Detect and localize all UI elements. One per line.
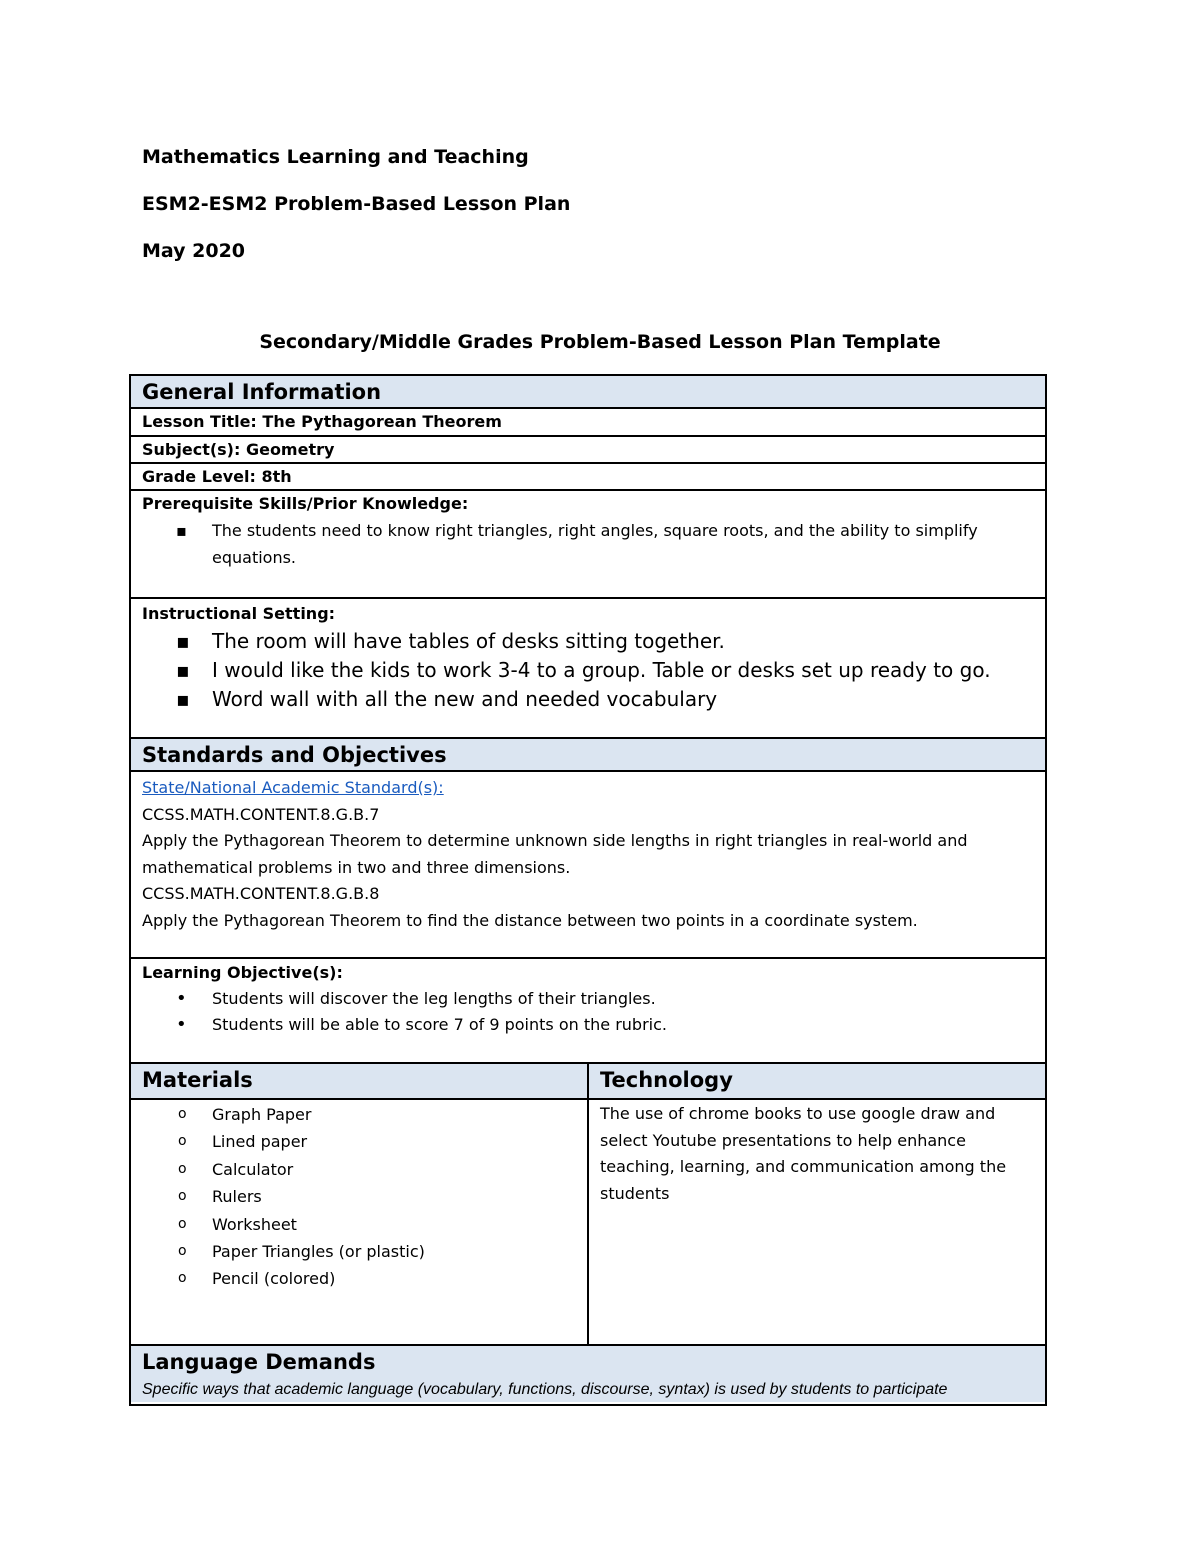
section-materials: Materials [131, 1064, 589, 1098]
list-item: o Paper Triangles (or plastic) [142, 1238, 576, 1265]
lesson-plan-label: ESM2-ESM2 Problem-Based Lesson Plan [142, 193, 571, 215]
section-technology: Technology [589, 1064, 1045, 1098]
prerequisite-skills-block [131, 491, 1045, 599]
standard-code-2: CCSS.MATH.CONTENT.8.G.B.8 [142, 884, 380, 903]
standards-block [131, 772, 1045, 959]
list-item: o Graph Paper [142, 1101, 576, 1128]
language-demands-text: Specific ways that academic language (vocabulary, functions, discourse, syntax) is used by students to participate [131, 1379, 1045, 1402]
section-general-information: General Information [131, 376, 1045, 409]
grade-level-field [131, 464, 1045, 491]
section-language-demands: Language Demands [131, 1346, 1045, 1379]
standard-text-2: Apply the Pythagorean Theorem to find the distance between two points in a coordinate system. [142, 910, 918, 930]
materials-technology-content [131, 1100, 1045, 1346]
learning-objectives-list [142, 986, 1034, 1038]
standard-code-1: CCSS.MATH.CONTENT.8.G.B.7 [142, 804, 380, 824]
list-item: ▪ The room will have tables of desks sitting together. [142, 627, 1034, 656]
materials-list [142, 1101, 576, 1293]
learning-objectives-block [131, 959, 1045, 1064]
lesson-plan-table [129, 374, 1047, 1406]
course-title: Mathematics Learning and Teaching [142, 146, 529, 168]
list-item: ▪ Word wall with all the new and needed vocabulary [142, 685, 1034, 714]
list-item: o Lined paper [142, 1128, 576, 1155]
standard-text-1: Apply the Pythagorean Theorem to determine unknown side lengths in right triangles in real-world and mathematical problems in two and three dimensions. [142, 831, 968, 877]
subjects-field [131, 437, 1045, 464]
instructional-setting-block [131, 599, 1045, 739]
language-demands-block [131, 1346, 1045, 1404]
list-item: • Students will discover the leg lengths of their triangles. [142, 986, 1034, 1012]
materials-technology-headings [131, 1064, 1045, 1100]
list-item: o Worksheet [142, 1211, 576, 1238]
list-item: o Pencil (colored) [142, 1265, 576, 1292]
lesson-title-text: Lesson Title: The Pythagorean Theorem [142, 412, 502, 431]
template-title: Secondary/Middle Grades Problem-Based Lesson Plan Template [259, 331, 941, 353]
list-item: ▪ I would like the kids to work 3-4 to a group. Table or desks set up ready to go. [142, 656, 1034, 685]
section-standards-objectives: Standards and Objectives [131, 739, 1045, 772]
technology-cell [589, 1100, 1045, 1344]
list-item: ▪ The students need to know right triangles, right angles, square roots, and the ability to simplify equations. [142, 517, 1034, 571]
prerequisite-list [142, 517, 1034, 571]
materials-cell [131, 1100, 589, 1344]
prerequisite-label: Prerequisite Skills/Prior Knowledge: [142, 494, 469, 513]
grade-level-text: Grade Level: 8th [142, 467, 292, 486]
lesson-title-field [131, 409, 1045, 437]
standards-link[interactable]: State/National Academic Standard(s): [142, 778, 444, 797]
instructional-setting-label: Instructional Setting: [142, 604, 336, 623]
list-item: o Rulers [142, 1183, 576, 1210]
list-item: • Students will be able to score 7 of 9 points on the rubric. [142, 1012, 1034, 1038]
subjects-text: Subject(s): Geometry [142, 440, 335, 459]
list-item: o Calculator [142, 1156, 576, 1183]
learning-objectives-label: Learning Objective(s): [142, 963, 343, 982]
instructional-setting-list [142, 627, 1034, 714]
date-label: May 2020 [142, 240, 246, 262]
technology-text: The use of chrome books to use google draw and select Youtube presentations to help enhance teaching, learning, and communication among the students [600, 1104, 1007, 1203]
